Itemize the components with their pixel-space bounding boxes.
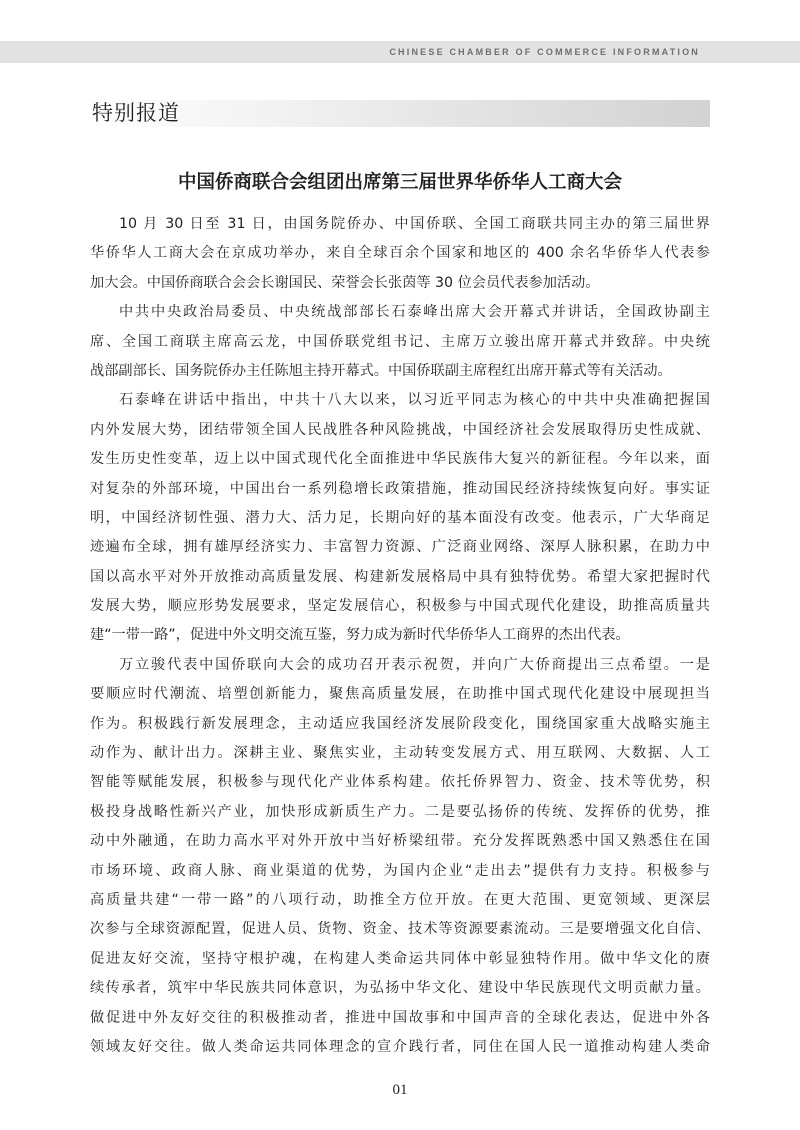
paragraph-4-line-5: 智能等赋能发展，积极参与现代化产业体系构建。依托侨界智力、资金、技术等优势，积 <box>90 774 710 791</box>
section-bar <box>90 100 710 127</box>
paragraph-3-line-3: 发生历史性变革，迈上以中国式现代化全面推进中华民族伟大复兴的新征程。今年以来，面 <box>90 451 710 468</box>
paragraph-3-line-5: 明，中国经济韧性强、潜力大、活力足，长期向好的基本面没有改变。他表示，广大华商足 <box>90 509 710 526</box>
paragraph-4-line-7: 动中外融通，在助力高水平对外开放中当好桥梁纽带。充分发挥既熟悉中国又熟悉住在国 <box>90 833 710 850</box>
publication-header: CHINESE CHAMBER OF COMMERCE INFORMATION <box>389 47 700 57</box>
paragraph-4-line-3: 作为。积极践行新发展理念，主动适应我国经济发展阶段变化，围绕国家重大战略实施主 <box>90 715 710 732</box>
paragraph-3-line-4: 对复杂的外部环境，中国出台一系列稳增长政策措施，推动国民经济持续恢复向好。事实证 <box>90 480 710 497</box>
paragraph-4-line-8: 市场环境、政商人脉、商业渠道的优势，为国内企业“走出去”提供有力支持。积极参与 <box>90 862 710 879</box>
paragraph-4-line-12: 续传承者，筑牢中华民族共同体意识，为弘扬中华文化、建设中华民族现代文明贡献力量。 <box>90 980 710 997</box>
paragraph-3-line-6: 迹遍布全球，拥有雄厚经济实力、丰富智力资源、广泛商业网络、深厚人脉积累，在助力中 <box>90 539 710 556</box>
paragraph-1-line-1: 10 月 30 日至 31 日，由国务院侨办、中国侨联、全国工商联共同主办的第三届世界 <box>119 216 710 232</box>
paragraph-4-line-10: 次参与全球资源配置，促进人员、货物、资金、技术等资源要素流动。三是要增强文化自信、 <box>90 921 710 938</box>
paragraph-1-line-2: 华侨华人工商大会在京成功举办，来自全球百余个国家和地区的 400 余名华侨华人代表参 <box>90 245 710 262</box>
paragraph-2-line-3: 战部副部长、国务院侨办主任陈旭主持开幕式。中国侨联副主席程红出席开幕式等有关活动。 <box>90 362 672 379</box>
paragraph-4-line-6: 极投身战略性新兴产业，加快形成新质生产力。二是要弘扬侨的传统、发挥侨的优势，推 <box>90 803 710 820</box>
article-title: 中国侨商联合会组团出席第三届世界华侨华人工商大会 <box>177 172 622 193</box>
section-title: 特别报道 <box>92 101 180 125</box>
paragraph-2-line-2: 席、全国工商联主席高云龙，中国侨联党组书记、主席万立骏出席开幕式并致辞。中央统 <box>90 333 710 350</box>
paragraph-4-line-2: 要顺应时代潮流、培塑创新能力，聚焦高质量发展，在助推中国式现代化建设中展现担当 <box>90 686 710 703</box>
paragraph-3-line-9: 建“一带一路”，促进中外文明交流互鉴，努力成为新时代华侨华人工商界的杰出代表。 <box>90 627 630 644</box>
paragraph-4-line-14: 领域友好交往。做人类命运共同体理念的宣介践行者，同住在国人民一道推动构建人类命 <box>90 1038 710 1055</box>
paragraph-4-line-1: 万立骏代表中国侨联向大会的成功召开表示祝贺，并向广大侨商提出三点希望。一是 <box>119 656 710 673</box>
paragraph-4-line-9: 高质量共建“一带一路”的八项行动，助推全方位开放。在更大范围、更宽领域、更深层 <box>90 891 710 908</box>
article-body <box>90 210 710 1062</box>
paragraph-4-line-11: 促进友好交流，坚持守根护魂，在构建人类命运共同体中彰显独特作用。做中华文化的赓 <box>90 950 710 967</box>
page-number: 01 <box>392 1082 408 1098</box>
paragraph-3-line-7: 国以高水平对外开放推动高质量发展、构建新发展格局中具有独特优势。希望大家把握时代 <box>90 568 710 585</box>
paragraph-3-line-1: 石泰峰在讲话中指出，中共十八大以来，以习近平同志为核心的中共中央准确把握国 <box>119 392 710 409</box>
paragraph-4-line-4: 动作为、献计出力。深耕主业、聚焦实业，主动转变发展方式、用互联网、大数据、人工 <box>90 745 710 762</box>
paragraph-1-line-3: 加大会。中国侨商联合会会长谢国民、荣誉会长张茵等 30 位会员代表参加活动。 <box>90 274 600 291</box>
paragraph-4-line-13: 做促进中外友好交往的积极推动者，推进中国故事和中国声音的全球化表达，促进中外各 <box>90 1009 710 1026</box>
paragraph-2-line-1: 中共中央政治局委员、中央统战部部长石泰峰出席大会开幕式并讲话，全国政协副主 <box>119 304 710 321</box>
paragraph-3-line-8: 发展大势，顺应形势发展要求，坚定发展信心，积极参与中国式现代化建设，助推高质量共 <box>90 598 710 615</box>
paragraph-3-line-2: 内外发展大势，团结带领全国人民战胜各种风险挑战，中国经济社会发展取得历史性成就、 <box>90 421 710 438</box>
